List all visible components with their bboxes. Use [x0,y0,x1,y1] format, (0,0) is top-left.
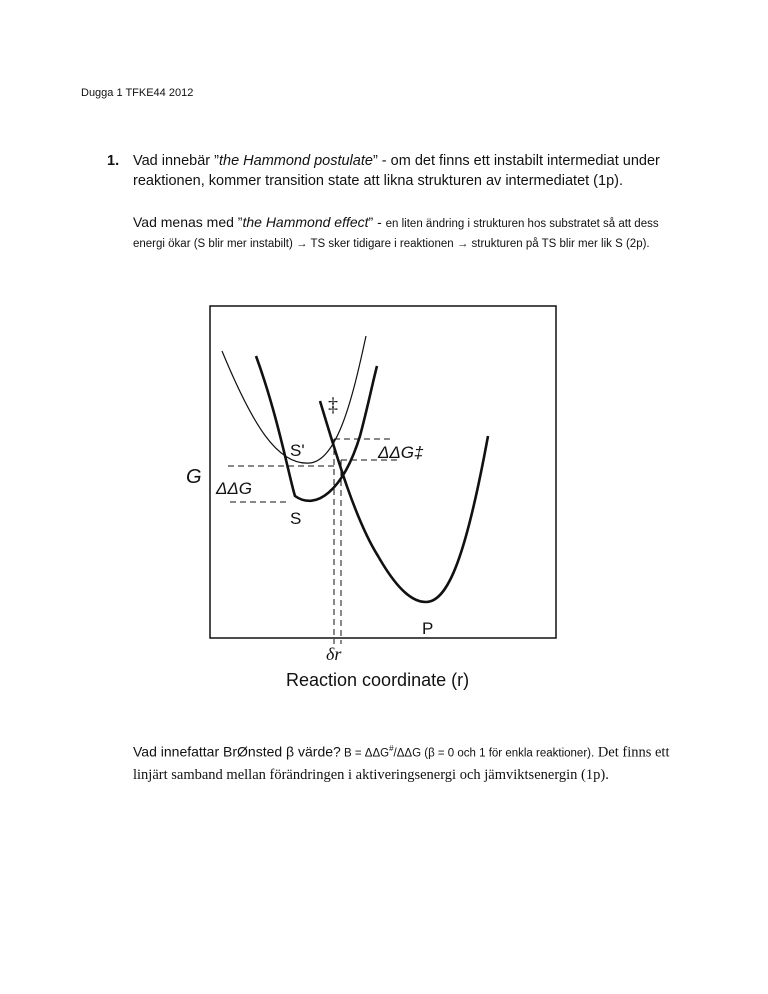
plot-frame [210,306,556,638]
q3-formula: B = ΔΔG [340,747,390,760]
guide-lines [228,439,401,644]
label-p: P [422,619,434,638]
hammond-figure [186,296,570,692]
question-1 [107,151,677,191]
label-s-prime: S' [290,441,305,460]
label-x-axis: Reaction coordinate (r) [286,670,470,690]
q2-answer: en liten ändring i strukturen hos substratet så att dess energi ökar (S blir mer instabilt) → TS sker tidigare i reaktionen → strukturen på TS blir mer lik S [133,218,659,250]
q3-formula-rest: /ΔΔG (β = 0 och 1 för enkla reaktioner). [393,747,595,760]
energy-diagram [186,296,570,692]
question-number: 1. [107,153,120,169]
q2-points: (2p). [622,238,650,250]
document-header: Dugga 1 TFKE44 2012 [81,87,194,99]
question-2 [133,213,693,253]
q3-answer: Det finns ett linjärt samband mellan förändringen i aktiveringsenergi och jämviktsenergin (1p). [133,744,670,783]
label-dagger: ‡ [328,394,338,416]
q1-lead: Vad innebär ” [133,153,219,169]
label-ddg: ΔΔG [216,479,253,498]
label-delta-r: δr [326,644,342,664]
q2-quote-close: ” - [368,214,386,230]
q1-answer: ” - om det finns ett instabilt intermediat under reaktionen, kommer transition state att likna strukturen av intermediatet (1p). [133,153,660,189]
q3-question: Vad innefattar BrØnsted β värde? [133,743,341,760]
q2-term: the Hammond effect [242,214,369,230]
q1-term: the Hammond postulate [218,153,373,169]
q3-sup: # [389,744,394,753]
label-g-axis: G [186,466,202,488]
label-ddg-dagger: ΔΔG‡ [378,443,424,462]
question-3 [133,739,693,785]
label-s: S [290,509,302,528]
curve-s [256,356,377,501]
curve-p [320,401,488,602]
q2-lead: Vad menas med ” [133,214,243,230]
question-1-text [133,151,677,191]
